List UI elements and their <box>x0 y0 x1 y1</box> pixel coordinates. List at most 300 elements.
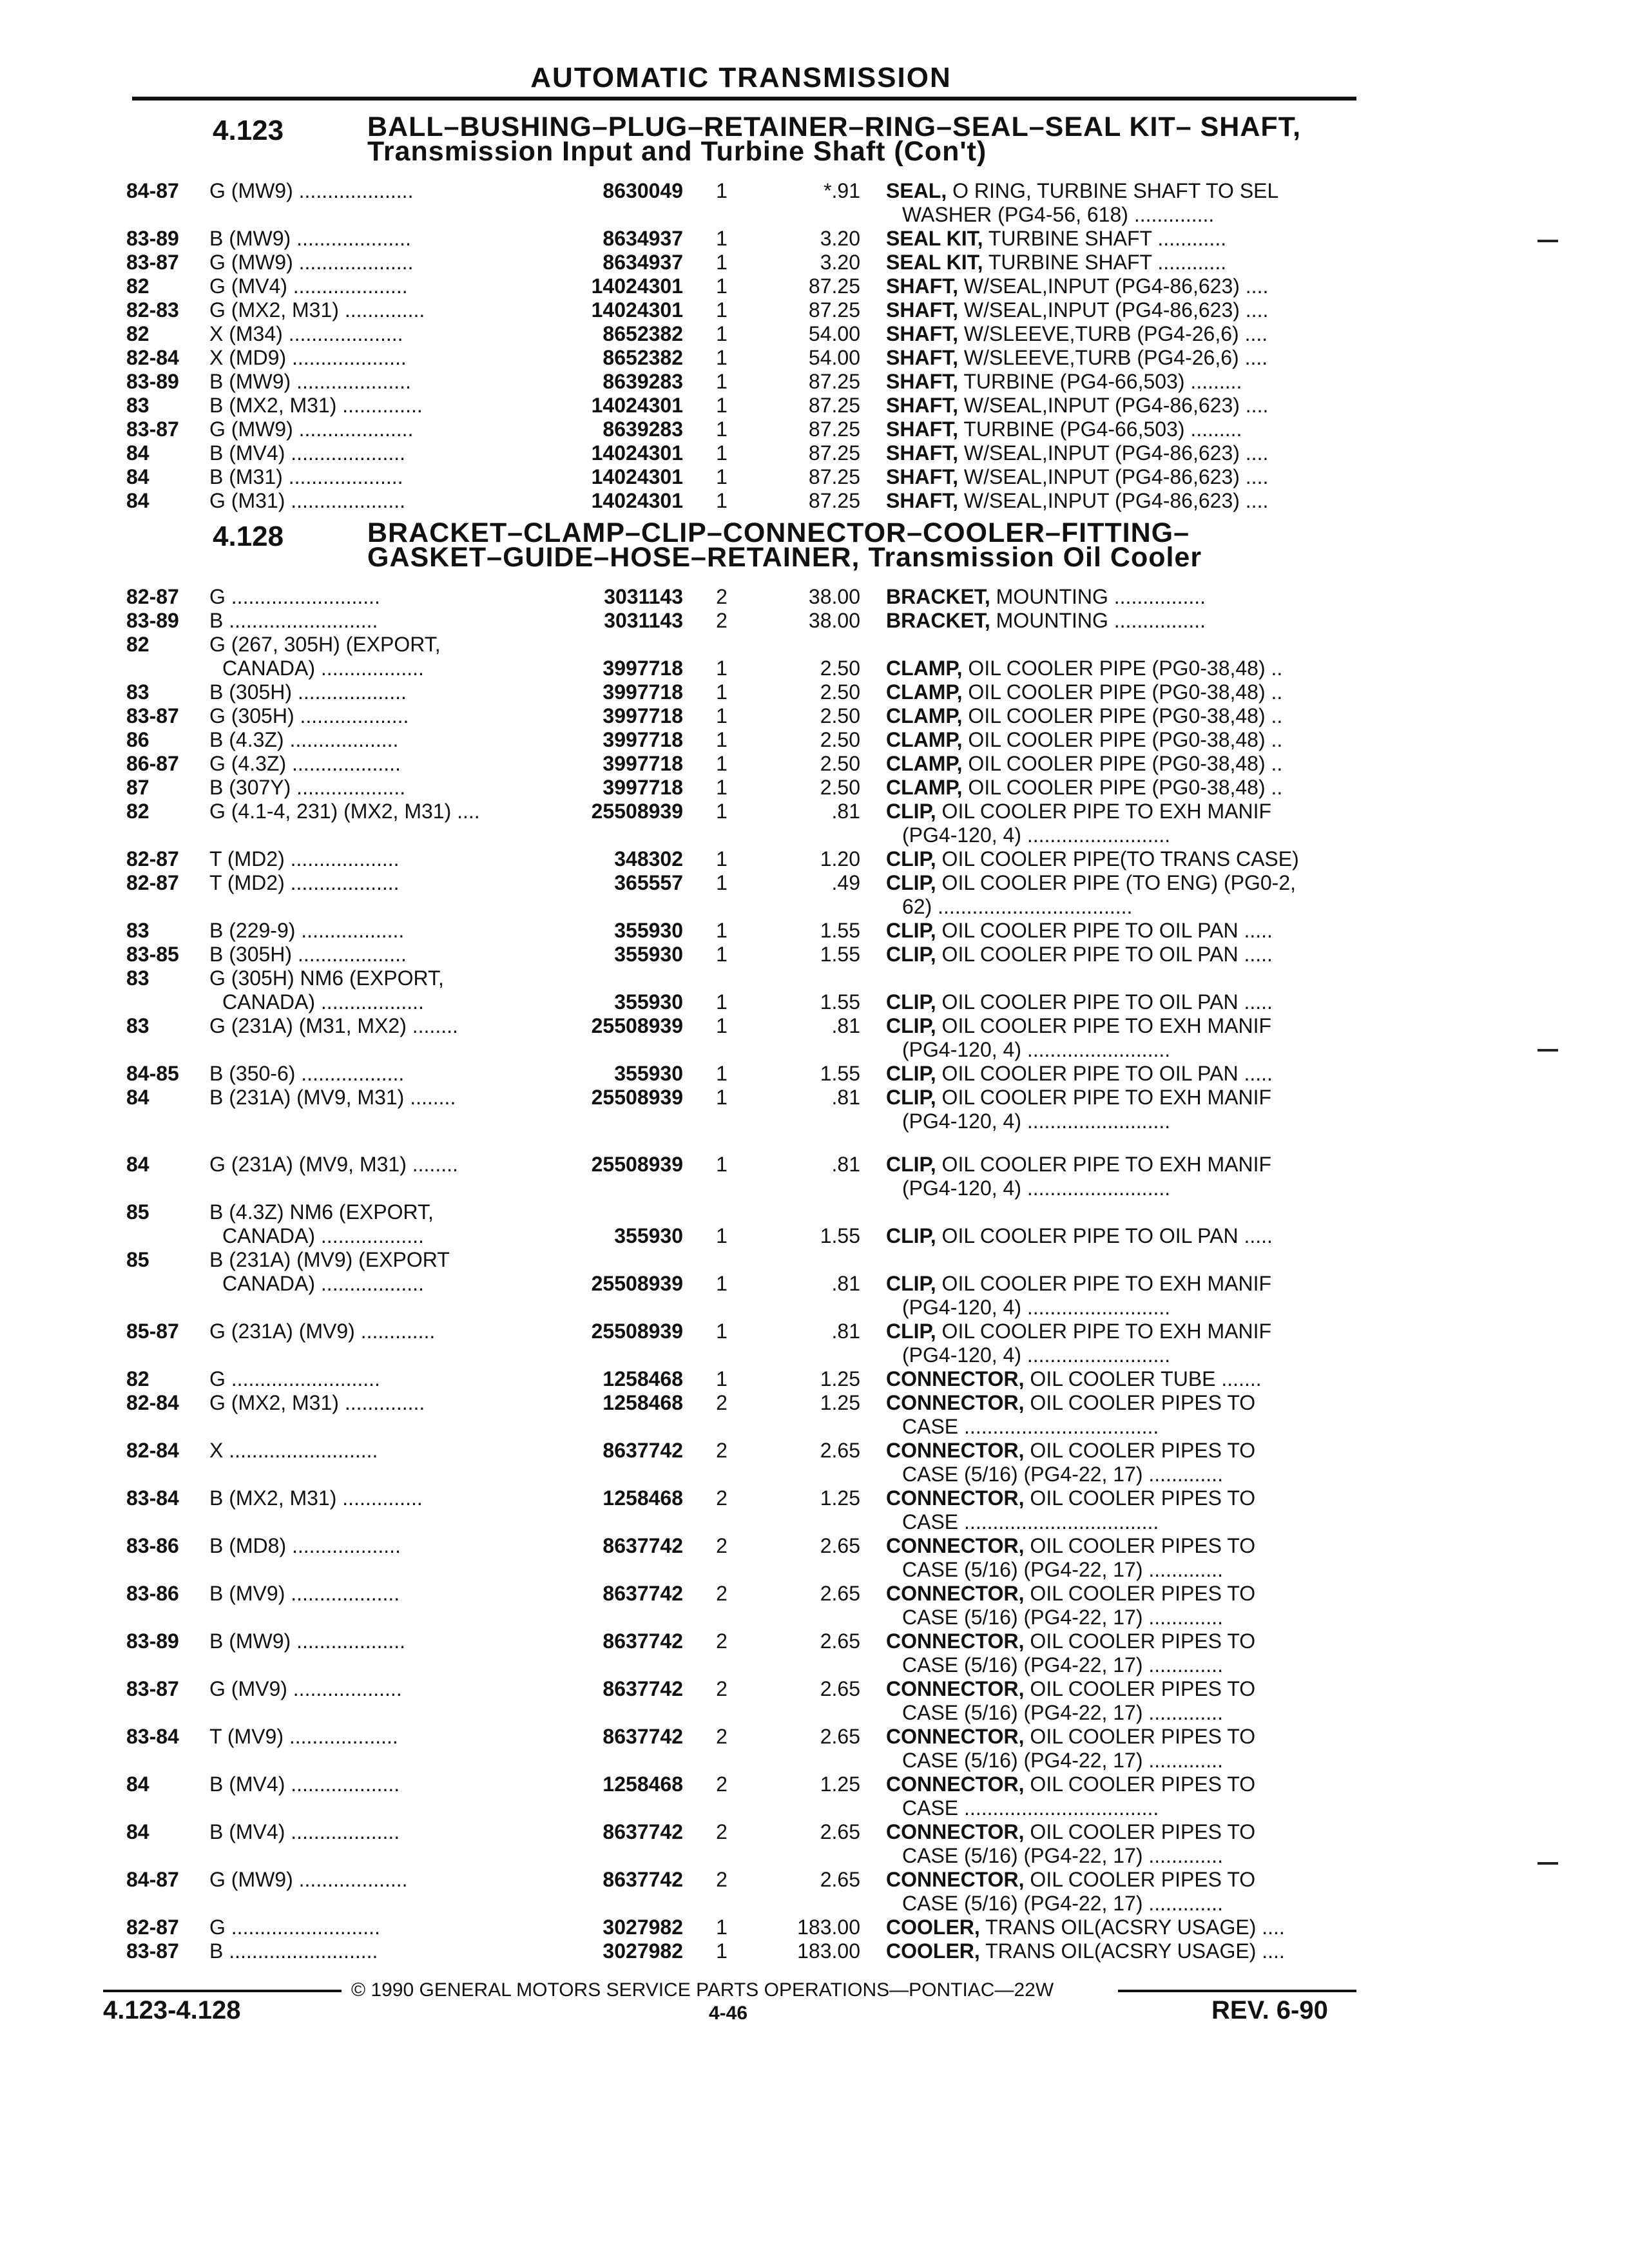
row-description <box>902 823 1170 847</box>
row-part-number: 25508939 <box>591 1086 683 1109</box>
row-quantity: 2 <box>716 1868 728 1891</box>
row-description-noun: CLIP, <box>886 800 936 823</box>
row-price: 2.50 <box>820 680 860 704</box>
row-quantity: 2 <box>716 1820 728 1843</box>
row-description <box>886 465 1268 489</box>
margin-change-mark <box>1537 240 1558 242</box>
row-price: 183.00 <box>797 1939 860 1963</box>
row-description-noun: BRACKET, <box>886 609 990 632</box>
row-quantity: 2 <box>716 585 728 608</box>
row-description <box>886 1486 1255 1510</box>
row-years: 82 <box>126 633 149 656</box>
row-years: 83-87 <box>126 418 179 441</box>
footer-rule-left <box>103 1990 342 1992</box>
row-quantity: 1 <box>716 251 728 274</box>
row-description-text: W/SEAL,INPUT (PG4-86,623) .... <box>958 298 1269 322</box>
row-description <box>902 1892 1223 1916</box>
row-description-text: CASE .................................. <box>902 1796 1159 1820</box>
table-row <box>0 1725 1629 1751</box>
row-price: *.91 <box>824 179 860 202</box>
row-description-text: OIL COOLER PIPE (TO ENG) (PG0-2, <box>936 871 1296 894</box>
row-quantity: 1 <box>716 1153 728 1176</box>
row-description-noun: SHAFT, <box>886 274 958 298</box>
row-quantity: 1 <box>716 418 728 441</box>
row-model: G (4.1-4, 231) (MX2, M31) .... <box>209 800 480 823</box>
row-description <box>886 1014 1271 1038</box>
row-description-noun: SHAFT, <box>886 441 958 465</box>
row-part-number: 3997718 <box>602 776 683 799</box>
table-row <box>0 1868 1629 1894</box>
table-row-continuation <box>0 1343 1629 1369</box>
row-quantity: 1 <box>716 322 728 345</box>
row-part-number: 8630049 <box>602 179 683 202</box>
table-row-continuation <box>0 1415 1629 1441</box>
row-description-text: OIL COOLER PIPE (PG0-38,48) .. <box>962 704 1283 727</box>
row-description <box>886 227 1226 251</box>
row-description-text: OIL COOLER PIPES TO <box>1024 1439 1256 1462</box>
row-description <box>886 1153 1271 1177</box>
row-model: G (231A) (M31, MX2) ........ <box>209 1014 458 1037</box>
section-number: 4.123 <box>213 115 284 146</box>
row-description-noun: SEAL, <box>886 179 947 202</box>
row-description-text: OIL COOLER PIPE TO OIL PAN ..... <box>936 919 1273 942</box>
row-part-number: 8637742 <box>602 1629 683 1653</box>
row-description-text: W/SEAL,INPUT (PG4-86,623) .... <box>958 441 1269 465</box>
row-part-number: 8637742 <box>602 1582 683 1605</box>
row-description <box>886 1224 1273 1248</box>
row-description <box>902 1796 1159 1820</box>
row-description <box>886 441 1268 465</box>
row-description-text: OIL COOLER PIPES TO <box>1024 1391 1256 1414</box>
row-description <box>886 1439 1255 1463</box>
row-price: 1.25 <box>820 1773 860 1796</box>
row-part-number: 1258468 <box>602 1391 683 1414</box>
table-row <box>0 704 1629 730</box>
row-years: 82-87 <box>126 847 179 870</box>
table-row <box>0 966 1629 992</box>
table-row <box>0 1086 1629 1111</box>
row-description <box>886 943 1273 966</box>
row-description-text: TURBINE SHAFT ............ <box>983 227 1227 250</box>
row-part-number: 3997718 <box>602 704 683 727</box>
row-part-number: 3997718 <box>602 752 683 775</box>
row-description <box>886 776 1282 800</box>
row-price: 1.55 <box>820 990 860 1014</box>
row-description-text: OIL COOLER PIPE (PG0-38,48) .. <box>962 657 1283 680</box>
margin-change-mark <box>1537 1862 1558 1865</box>
row-quantity: 1 <box>716 274 728 298</box>
row-description <box>886 1820 1255 1844</box>
table-row <box>0 394 1629 419</box>
row-description-noun: CLIP, <box>886 1086 936 1109</box>
row-description-noun: CONNECTOR, <box>886 1582 1025 1605</box>
table-row-continuation <box>0 1558 1629 1584</box>
row-quantity: 1 <box>716 298 728 322</box>
row-description <box>886 1916 1285 1939</box>
row-description-text: TRANS OIL(ACSRY USAGE) .... <box>979 1916 1285 1939</box>
row-model: G (MW9) .................... <box>209 179 414 202</box>
row-part-number: 25508939 <box>591 1320 683 1343</box>
row-description <box>886 752 1282 776</box>
row-quantity: 2 <box>716 1534 728 1557</box>
footer-section-range: 4.123-4.128 <box>103 1996 241 2024</box>
row-part-number: 3997718 <box>602 680 683 704</box>
row-quantity: 2 <box>716 1725 728 1748</box>
row-quantity: 1 <box>716 489 728 512</box>
row-part-number: 3997718 <box>602 657 683 680</box>
footer-copyright: © 1990 GENERAL MOTORS SERVICE PARTS OPERATIONS—PONTIAC—22W <box>351 1979 1054 2001</box>
row-description <box>886 489 1268 513</box>
row-part-number: 8639283 <box>602 418 683 441</box>
row-description-text: OIL COOLER PIPE TO EXH MANIF <box>936 1153 1272 1176</box>
row-description-text: OIL COOLER PIPES TO <box>1024 1868 1256 1891</box>
row-model: G .......................... <box>209 585 380 608</box>
row-description-text: W/SLEEVE,TURB (PG4-26,6) .... <box>958 346 1268 369</box>
row-quantity: 2 <box>716 609 728 632</box>
row-description-text: (PG4-120, 4) ......................... <box>902 823 1171 847</box>
table-row <box>0 1153 1629 1178</box>
row-price: 1.20 <box>820 847 860 870</box>
row-years: 85 <box>126 1200 149 1224</box>
row-description-noun: CONNECTOR, <box>886 1677 1025 1700</box>
row-part-number: 3027982 <box>602 1916 683 1939</box>
row-quantity: 1 <box>716 1086 728 1109</box>
table-row <box>0 441 1629 467</box>
row-price: 2.65 <box>820 1868 860 1891</box>
row-description <box>886 179 1278 203</box>
row-quantity: 2 <box>716 1391 728 1414</box>
section-title-line2: Transmission Input and Turbine Shaft (Con't) <box>367 136 987 167</box>
row-years: 83 <box>126 1014 149 1037</box>
row-description <box>902 1343 1170 1367</box>
row-price: 87.25 <box>808 298 860 322</box>
table-row-continuation <box>0 1844 1629 1870</box>
row-quantity: 1 <box>716 919 728 942</box>
row-description-noun: CONNECTOR, <box>886 1391 1025 1414</box>
row-part-number: 25508939 <box>591 800 683 823</box>
row-years: 82-84 <box>126 346 179 369</box>
row-description-noun: CLAMP, <box>886 704 963 727</box>
row-part-number: 355930 <box>614 943 683 966</box>
row-price: 3.20 <box>820 251 860 274</box>
row-description <box>902 1749 1223 1773</box>
row-description-text: CASE (5/16) (PG4-22, 17) ............. <box>902 1749 1223 1772</box>
row-part-number: 365557 <box>614 871 683 894</box>
table-row <box>0 657 1629 682</box>
row-part-number: 14024301 <box>591 298 683 322</box>
row-description <box>886 800 1271 823</box>
row-price: 1.55 <box>820 919 860 942</box>
table-row <box>0 1677 1629 1703</box>
row-description-noun: CONNECTOR, <box>886 1534 1025 1557</box>
row-price: 1.55 <box>820 1062 860 1085</box>
row-part-number: 14024301 <box>591 274 683 298</box>
row-price: .81 <box>831 1153 860 1176</box>
row-description-text: OIL COOLER PIPE (PG0-38,48) .. <box>962 752 1283 775</box>
margin-change-mark <box>1537 1049 1558 1052</box>
table-row <box>0 1367 1629 1393</box>
row-years: 82-84 <box>126 1439 179 1462</box>
row-description-noun: CONNECTOR, <box>886 1486 1025 1510</box>
row-years: 84 <box>126 489 149 512</box>
row-model: G (M31) .................... <box>209 489 406 512</box>
row-description-text: MOUNTING ................ <box>990 609 1206 632</box>
row-description <box>902 1463 1223 1486</box>
row-part-number: 8639283 <box>602 370 683 393</box>
table-row <box>0 1534 1629 1560</box>
row-quantity: 1 <box>716 465 728 488</box>
table-row <box>0 1820 1629 1846</box>
row-description-noun: CONNECTOR, <box>886 1629 1025 1653</box>
row-price: 2.65 <box>820 1629 860 1653</box>
row-part-number: 8634937 <box>602 251 683 274</box>
row-years: 86-87 <box>126 752 179 775</box>
row-quantity: 2 <box>716 1773 728 1796</box>
row-description <box>886 585 1206 609</box>
row-years: 83-89 <box>126 609 179 632</box>
row-years: 83 <box>126 919 149 942</box>
table-row <box>0 919 1629 945</box>
row-description-text: O RING, TURBINE SHAFT TO SEL <box>947 179 1279 202</box>
row-model: B (307Y) ................... <box>209 776 406 799</box>
row-quantity: 1 <box>716 728 728 751</box>
table-row <box>0 1272 1629 1298</box>
row-years: 85-87 <box>126 1320 179 1343</box>
row-description <box>886 251 1226 274</box>
row-years: 84 <box>126 1820 149 1843</box>
row-quantity: 1 <box>716 370 728 393</box>
row-quantity: 2 <box>716 1486 728 1510</box>
row-years: 83-85 <box>126 943 179 966</box>
row-description-text: (PG4-120, 4) ......................... <box>902 1110 1171 1133</box>
row-description <box>886 680 1282 704</box>
row-description <box>886 1391 1255 1415</box>
row-price: 87.25 <box>808 418 860 441</box>
table-row <box>0 1439 1629 1465</box>
row-description <box>886 274 1268 298</box>
row-description <box>886 1086 1271 1110</box>
row-description-noun: CLIP, <box>886 919 936 942</box>
row-price: 87.25 <box>808 441 860 465</box>
row-description <box>886 1677 1255 1701</box>
row-price: 3.20 <box>820 227 860 250</box>
row-description-text: OIL COOLER PIPES TO <box>1024 1629 1256 1653</box>
row-years: 82-87 <box>126 871 179 894</box>
row-description-text: CASE (5/16) (PG4-22, 17) ............. <box>902 1892 1223 1915</box>
row-description-text: 62) .................................. <box>902 895 1133 918</box>
row-description-noun: SHAFT, <box>886 346 958 369</box>
row-description-noun: SHAFT, <box>886 394 958 417</box>
row-description <box>886 728 1282 752</box>
table-row <box>0 943 1629 968</box>
row-description-text: OIL COOLER PIPE TO OIL PAN ..... <box>936 990 1273 1014</box>
row-description-text: W/SEAL,INPUT (PG4-86,623) .... <box>958 489 1269 512</box>
row-description <box>886 1367 1262 1391</box>
row-description-noun: SHAFT, <box>886 489 958 512</box>
row-description-noun: BRACKET, <box>886 585 990 608</box>
row-price: 54.00 <box>808 346 860 369</box>
row-description <box>886 418 1242 441</box>
row-description <box>902 1701 1223 1725</box>
row-part-number: 355930 <box>614 1224 683 1247</box>
row-years: 83-87 <box>126 704 179 727</box>
row-quantity: 2 <box>716 1677 728 1700</box>
row-model: B (MX2, M31) .............. <box>209 394 423 417</box>
table-row <box>0 418 1629 443</box>
row-years: 83-87 <box>126 1939 179 1963</box>
row-quantity: 2 <box>716 1582 728 1605</box>
row-quantity: 1 <box>716 394 728 417</box>
row-price: .49 <box>831 871 860 894</box>
footer-page-number: 4-46 <box>709 2003 748 2024</box>
table-row <box>0 800 1629 825</box>
row-part-number: 8637742 <box>602 1820 683 1843</box>
row-description-text: OIL COOLER PIPE TO EXH MANIF <box>936 1086 1272 1109</box>
row-description <box>886 657 1282 680</box>
row-description <box>886 1725 1255 1749</box>
row-description <box>886 322 1268 346</box>
table-row-continuation <box>0 1177 1629 1202</box>
row-years: 83-84 <box>126 1486 179 1510</box>
section-title <box>367 111 1302 167</box>
row-part-number: 25508939 <box>591 1153 683 1176</box>
row-description <box>886 704 1282 728</box>
row-price: 183.00 <box>797 1916 860 1939</box>
row-model: X (M34) .................... <box>209 322 403 345</box>
row-description-text: OIL COOLER PIPES TO <box>1024 1582 1256 1605</box>
row-description-noun: SHAFT, <box>886 298 958 322</box>
row-description <box>902 1606 1223 1629</box>
row-description-text: OIL COOLER PIPES TO <box>1024 1820 1256 1843</box>
row-part-number: 8652382 <box>602 322 683 345</box>
row-quantity: 1 <box>716 990 728 1014</box>
row-years: 83-87 <box>126 1677 179 1700</box>
row-description-noun: CONNECTOR, <box>886 1868 1025 1891</box>
row-model: B (MW9) .................... <box>209 370 411 393</box>
row-years: 83-89 <box>126 1629 179 1653</box>
table-row <box>0 871 1629 897</box>
row-description-text: W/SEAL,INPUT (PG4-86,623) .... <box>958 465 1269 488</box>
row-price: 87.25 <box>808 394 860 417</box>
row-model: CANADA) .................. <box>222 990 424 1014</box>
row-description-text: OIL COOLER PIPE (PG0-38,48) .. <box>962 776 1283 799</box>
row-description-text: TURBINE SHAFT ............ <box>983 251 1227 274</box>
row-part-number: 1258468 <box>602 1486 683 1510</box>
row-description <box>902 1296 1170 1320</box>
row-description-noun: CLIP, <box>886 847 936 870</box>
row-years: 86 <box>126 728 149 751</box>
row-part-number: 8637742 <box>602 1725 683 1748</box>
table-row <box>0 489 1629 515</box>
row-years: 84 <box>126 1153 149 1176</box>
row-description-text: OIL COOLER PIPE (PG0-38,48) .. <box>962 728 1283 751</box>
row-description-noun: CONNECTOR, <box>886 1773 1025 1796</box>
row-part-number: 8637742 <box>602 1534 683 1557</box>
row-model: G (MW9) .................... <box>209 251 414 274</box>
row-description <box>886 1062 1273 1086</box>
row-years: 83 <box>126 966 149 990</box>
row-model: CANADA) .................. <box>222 1272 424 1295</box>
row-model: B (350-6) .................. <box>209 1062 405 1085</box>
table-row <box>0 1916 1629 1941</box>
row-model: G (4.3Z) ................... <box>209 752 401 775</box>
table-row <box>0 465 1629 491</box>
row-description-text: OIL COOLER PIPES TO <box>1024 1773 1256 1796</box>
row-model: B (4.3Z) NM6 (EXPORT, <box>209 1200 434 1224</box>
row-model: CANADA) .................. <box>222 657 424 680</box>
table-row-continuation <box>0 1749 1629 1774</box>
table-row <box>0 728 1629 754</box>
table-row <box>0 585 1629 611</box>
row-description <box>886 298 1268 322</box>
row-price: 87.25 <box>808 465 860 488</box>
row-description-text: OIL COOLER PIPE TO EXH MANIF <box>936 1272 1272 1295</box>
row-description <box>886 370 1242 394</box>
row-description-text: (PG4-120, 4) ......................... <box>902 1343 1171 1367</box>
row-price: 1.25 <box>820 1391 860 1414</box>
row-years: 84-87 <box>126 179 179 202</box>
table-row <box>0 1320 1629 1345</box>
row-model: G (267, 305H) (EXPORT, <box>209 633 441 656</box>
table-row-continuation <box>0 1296 1629 1321</box>
row-description-noun: COOLER, <box>886 1916 980 1939</box>
row-description <box>886 1773 1255 1796</box>
page-title: AUTOMATIC TRANSMISSION <box>530 62 952 93</box>
table-row <box>0 1486 1629 1512</box>
row-price: .81 <box>831 1320 860 1343</box>
row-model: CANADA) .................. <box>222 1224 424 1247</box>
row-part-number: 8637742 <box>602 1868 683 1891</box>
row-model: B (231A) (MV9, M31) ........ <box>209 1086 456 1109</box>
row-model: G .......................... <box>209 1916 380 1939</box>
table-row <box>0 1582 1629 1608</box>
table-row <box>0 1014 1629 1040</box>
table-row <box>0 990 1629 1016</box>
row-quantity: 1 <box>716 704 728 727</box>
row-part-number: 3997718 <box>602 728 683 751</box>
row-description-noun: CLIP, <box>886 1153 936 1176</box>
table-row <box>0 609 1629 635</box>
row-model: G (MX2, M31) .............. <box>209 1391 425 1414</box>
table-row-continuation <box>0 1892 1629 1917</box>
row-description <box>886 919 1273 943</box>
row-description-text: OIL COOLER PIPE(TO TRANS CASE) <box>936 847 1299 870</box>
table-row-continuation <box>0 1463 1629 1488</box>
row-description-noun: COOLER, <box>886 1939 980 1963</box>
row-description-noun: CLAMP, <box>886 680 963 704</box>
table-row <box>0 1629 1629 1655</box>
row-quantity: 1 <box>716 179 728 202</box>
row-price: 38.00 <box>808 609 860 632</box>
row-quantity: 1 <box>716 1320 728 1343</box>
row-description-noun: CONNECTOR, <box>886 1820 1025 1843</box>
row-part-number: 1258468 <box>602 1773 683 1796</box>
row-part-number: 14024301 <box>591 441 683 465</box>
row-price: 2.50 <box>820 776 860 799</box>
row-years: 82-87 <box>126 585 179 608</box>
row-description-text: CASE .................................. <box>902 1510 1159 1533</box>
row-years: 82 <box>126 1367 149 1390</box>
section-title-line1: BALL–BUSHING–PLUG–RETAINER–RING–SEAL–SEAL KIT– SHAFT, <box>367 111 1302 142</box>
row-description-noun: CLIP, <box>886 1014 936 1037</box>
table-row-continuation <box>0 203 1629 229</box>
row-price: 1.55 <box>820 943 860 966</box>
table-row <box>0 847 1629 873</box>
row-price: 2.65 <box>820 1820 860 1843</box>
row-description <box>902 203 1214 227</box>
row-description-text: CASE .................................. <box>902 1415 1159 1438</box>
row-price: 38.00 <box>808 585 860 608</box>
